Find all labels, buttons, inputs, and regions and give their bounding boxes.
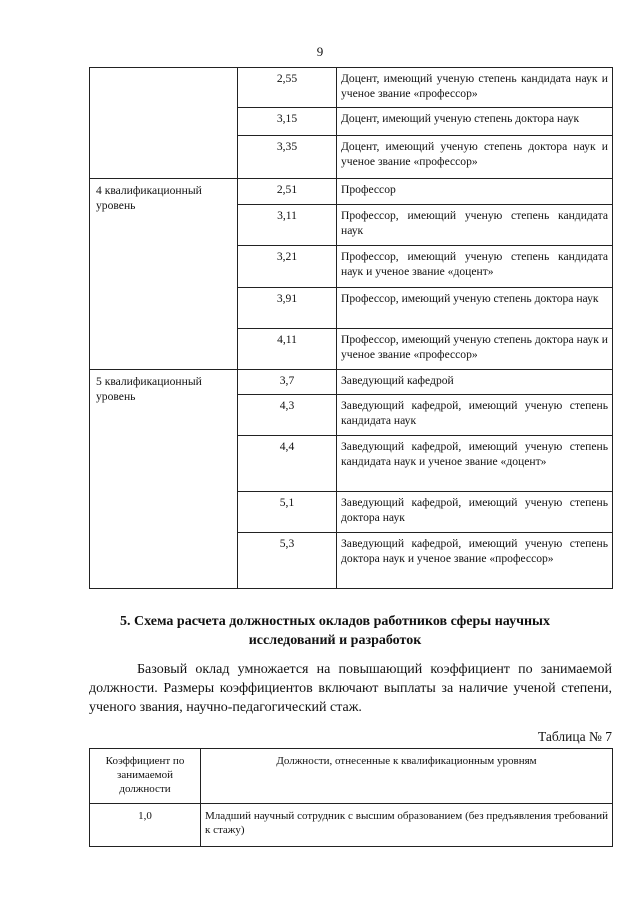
- table-row: [90, 68, 613, 108]
- coefficient-cell: 3,7: [238, 370, 337, 395]
- research-positions-table: [89, 748, 613, 847]
- table-header-row: [90, 749, 613, 804]
- section-title: 5. Схема расчета должностных окладов работников сферы научных исследований и разработок: [120, 614, 550, 648]
- table-row: [90, 370, 613, 395]
- position-cell: Доцент, имеющий ученую степень кандидата наук и ученое звание «профессор»: [337, 68, 613, 108]
- column-header-positions: Должности, отнесенные к квалификационным уровням: [201, 749, 613, 804]
- coefficient-cell: 2,55: [238, 68, 337, 108]
- column-header-coefficient: Коэффициент по занимаемой должности: [90, 749, 201, 804]
- position-cell: Заведующий кафедрой, имеющий ученую степень доктора наук: [337, 492, 613, 533]
- table-caption: Таблица № 7: [538, 729, 612, 744]
- coefficient-cell: 3,91: [238, 288, 337, 329]
- position-cell: Профессор, имеющий ученую степень доктора наук: [337, 288, 613, 329]
- coefficient-cell: 3,11: [238, 205, 337, 246]
- coefficient-cell: 3,15: [238, 108, 337, 136]
- coefficient-cell: 2,51: [238, 179, 337, 205]
- coefficient-cell: 5,1: [238, 492, 337, 533]
- position-cell: Доцент, имеющий ученую степень доктора наук и ученое звание «профессор»: [337, 136, 613, 179]
- position-cell: Профессор, имеющий ученую степень кандидата наук: [337, 205, 613, 246]
- table-row: [90, 179, 613, 205]
- section-paragraph: Базовый оклад умножается на повышающий коэффициент по занимаемой должности. Размеры коэффициентов включают выплаты за наличие ученой степени, ученого звания, научно-педагогический стаж.: [89, 662, 612, 715]
- coefficient-cell: 4,3: [238, 395, 337, 436]
- position-cell: Заведующий кафедрой, имеющий ученую степень доктора наук и ученое звание «профессор»: [337, 533, 613, 589]
- position-coefficients-table: [89, 67, 613, 589]
- position-cell: Профессор, имеющий ученую степень кандидата наук и ученое звание «доцент»: [337, 246, 613, 288]
- page-number: 9: [316, 44, 324, 59]
- coefficient-cell: 5,3: [238, 533, 337, 589]
- position-cell: Заведующий кафедрой: [337, 370, 613, 395]
- table-row: [90, 804, 613, 847]
- coefficient-cell: 4,4: [238, 436, 337, 492]
- coefficient-cell: 3,35: [238, 136, 337, 179]
- qualification-level-cell: 4 квалификационный уровень: [90, 179, 238, 370]
- position-cell: Заведующий кафедрой, имеющий ученую степень кандидата наук: [337, 395, 613, 436]
- coefficient-cell: 3,21: [238, 246, 337, 288]
- position-cell: Профессор: [337, 179, 613, 205]
- qualification-level-cell: [90, 68, 238, 179]
- position-cell: Заведующий кафедрой, имеющий ученую степень кандидата наук и ученое звание «доцент»: [337, 436, 613, 492]
- position-cell: Профессор, имеющий ученую степень доктора наук и ученое звание «профессор»: [337, 329, 613, 370]
- position-cell: Младший научный сотрудник с высшим образованием (без предъявления требований к стажу): [201, 804, 613, 847]
- coefficient-cell: 1,0: [90, 804, 201, 847]
- coefficient-cell: 4,11: [238, 329, 337, 370]
- position-cell: Доцент, имеющий ученую степень доктора наук: [337, 108, 613, 136]
- qualification-level-cell: 5 квалификационный уровень: [90, 370, 238, 589]
